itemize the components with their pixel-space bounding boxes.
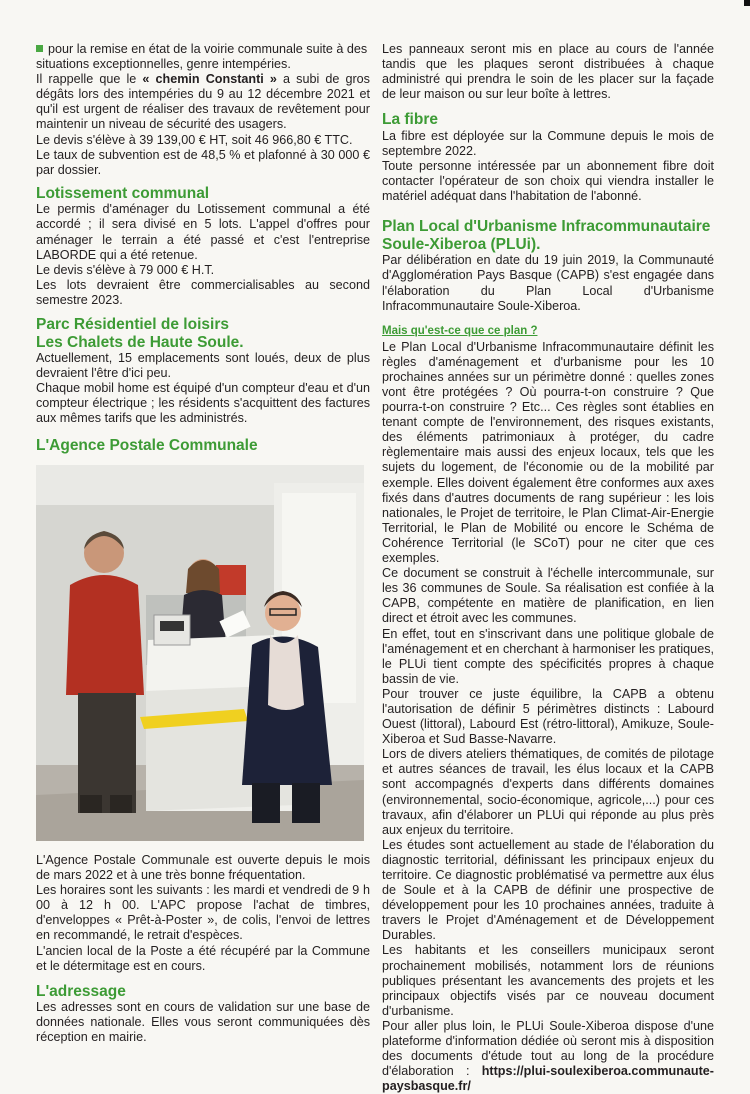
parc-paragraph-1: Actuellement, 15 emplacements sont loués, deux de plus devraient l'être d'ici peu. [36, 351, 370, 381]
plui-paragraph-5: Pour trouver ce juste équilibre, la CAPB a obtenu l'autorisation de définir 5 périmètres distincts : Labourd Ouest (littoral), Labourd Est (rétro-littoral), Amikuze, Soule-Xiberoa et Sud Basse-Navarre. [382, 686, 714, 747]
section-title-plui: Plan Local d'Urbanisme Infracommunautaire Soule-Xiberoa (PLUi). [382, 218, 711, 253]
plui-paragraph-8: Les habitants et les conseillers municipaux seront prochainement mobilisés, notamment lors de réunions publiques présentant les avancements des projets et les principaux objectifs visés par ce nouveau document d'urbanisme. [382, 943, 714, 1018]
fibre-paragraph-1: La fibre est déployée sur la Commune depuis le mois de septembre 2022. [382, 128, 714, 158]
agence-paragraph-1: L'Agence Postale Communale est ouverte depuis le mois de mars 2022 et à une très bonne fréquentation. [36, 852, 370, 883]
plui-website-link[interactable]: https://plui-soulexiberoa.communaute-paysbasque.fr/ [382, 1064, 714, 1094]
right-column [382, 42, 714, 1094]
left-column [36, 42, 370, 1046]
page-corner-mark [744, 0, 750, 6]
plui-paragraph-9: Pour aller plus loin, le PLUi Soule-Xiberoa dispose d'une plateforme d'information dédiée où seront mis à disposition des documents d'étude tout au long de la procédure d'élaboration : https://plui-soulexiberoa.communaute-paysbasque.fr/ [382, 1018, 714, 1094]
agence-paragraph-2: Les horaires sont les suivants : les mardi et vendredi de 9 h 00 à 12 h 00. L'APC propose l'achat de timbres, d'enveloppes « Prêt-à-Poster », de colis, l'envoi de lettres en recommandé, le retrait d'espèces. [36, 883, 370, 943]
lotissement-paragraph-1: Le permis d'aménager du Lotissement communal a été accordé ; il sera divisé en 5 lots. L'appel d'offres pour aménager le terrain a été passé et c'est l'entreprise LABORDE qui a été retenue. [36, 202, 370, 262]
chemin-constanti-bold: « chemin Constanti » [142, 72, 277, 87]
section-title-adressage: L'adressage [36, 982, 126, 1000]
adressage-paragraph-1: Les adresses sont en cours de validation sur une base de données nationale. Elles vous seront communiquées dès réception en mairie. [36, 1000, 370, 1045]
section-title-fibre: La fibre [382, 111, 438, 129]
plui-paragraph-3: Ce document se construit à l'échelle intercommunale, sur les 36 communes de Soule. Sa réalisation est confiée à la CAPB, compétente en matière de planification, en lien direct et étroit avec les communes. [382, 566, 714, 626]
right-intro-paragraph: Les panneaux seront mis en place au cours de l'année tandis que les plaques seront distribuées à chaque administré qui prendra le soin de les placer sur la façade de leur maison ou sur leur boîte à lettres. [382, 42, 714, 102]
intro-paragraph-1: pour la remise en état de la voirie communale suite à des situations exceptionnelles, genre intempéries. [36, 42, 368, 72]
intro-paragraph-3: Le devis s'élève à 39 139,00 € HT, soit 46 966,80 € TTC. [36, 132, 353, 147]
bullet-square-icon [36, 45, 43, 52]
agence-postale-photo [36, 465, 364, 841]
agence-paragraph-3: L'ancien local de la Poste a été récupéré par la Commune et le détermitage est en cours. [36, 943, 370, 973]
plui-paragraph-7: Les études sont actuellement au stade de l'élaboration du diagnostic territorial, définissant les principaux enjeux du territoire. Ce diagnostic problématisé va permettre aux élus de Soule et à la CAPB de définir une prospective de développement pour les 10 prochaines années, traduite à travers le Projet d'Aménagement et de Développement Durables. [382, 837, 714, 943]
plui-paragraph-4: En effet, tout en s'inscrivant dans une politique globale de l'aménagement et en cherchant à harmoniser les pratiques, le PLUi tient compte des spécificités propres à chaque bassin de vie. [382, 626, 714, 686]
fibre-paragraph-2: Toute personne intéressée par un abonnement fibre doit contacter l'opérateur de son choix qui viendra installer le matériel adéquat dans l'habitation de l'abonné. [382, 159, 714, 204]
plui-paragraph-2: Le Plan Local d'Urbanisme Infracommunautaire définit les règles d'aménagement et d'urbanisme pour les 10 prochaines années sur un périmètre donné : quelles zones vont être protégées ? Où pourra-t-on construire ? Que pourra-t-on construire ? Etc... Ces règles sont établies en tenant compte de l'environnement, des risques existants, des éléments patrimoniaux à protéger, du cadre règlementaire mais aussi des enjeux locaux, tels que les sujets du logement, de l'économie ou de la mobilité par exemple. Elles doivent également être conformes aux axes fixés dans d'autres documents de rang supérieur : les lois nationales, le Projet de territoire, le Plan Climat-Air-Energie Territorial, le Plan de Mobilité ou encore le Schéma de Cohérence Territorial (le SCoT) pour ne citer que ces exemples. [382, 339, 714, 566]
section-title-agence-postale: L'Agence Postale Communale [36, 437, 258, 455]
plui-subtitle: Mais qu'est-ce que ce plan ? [382, 324, 538, 337]
lotissement-paragraph-3: Les lots devraient être commercialisables au second semestre 2023. [36, 277, 370, 307]
parc-paragraph-2: Chaque mobil home est équipé d'un compteur d'eau et d'un compteur électrique ; les résidents s'acquittent des factures aux mêmes tarifs que les administrés. [36, 381, 370, 426]
post-office-scene-illustration [36, 465, 364, 841]
section-title-lotissement: Lotissement communal [36, 184, 210, 202]
plui-paragraph-1: Par délibération en date du 19 juin 2019, la Communauté d'Agglomération Pays Basque (CAPB) s'est engagée dans l'élaboration du Plan Local d'Urbanisme Infracommunautaire Soule-Xiberoa. [382, 253, 714, 313]
lotissement-paragraph-2: Le devis s'élève à 79 000 € H.T. [36, 262, 215, 277]
intro-paragraph-4: Le taux de subvention est de 48,5 % et plafonné à 30 000 € par dossier. [36, 147, 370, 177]
section-title-parc: Parc Résidentiel de loisirs Les Chalets de Haute Soule. [36, 316, 244, 351]
plui-paragraph-6: Lors de divers ateliers thématiques, de comités de pilotage et autres séances de travail, les élus locaux et la CAPB sont accompagnés d'experts dans différents domaines (environnemental, socio-économique, agricole,...) pour ces travaux, afin d'élaborer un PLUi qui réponde au plus près aux enjeux du territoire. [382, 747, 714, 837]
intro-paragraph-2: Il rappelle que le « chemin Constanti » a subi de gros dégâts lors des intempéries du 9 au 12 décembre 2021 et qu'il est urgent de réaliser des travaux de revêtement pour maintenir un niveau de sécurité des usagers. [36, 72, 370, 132]
